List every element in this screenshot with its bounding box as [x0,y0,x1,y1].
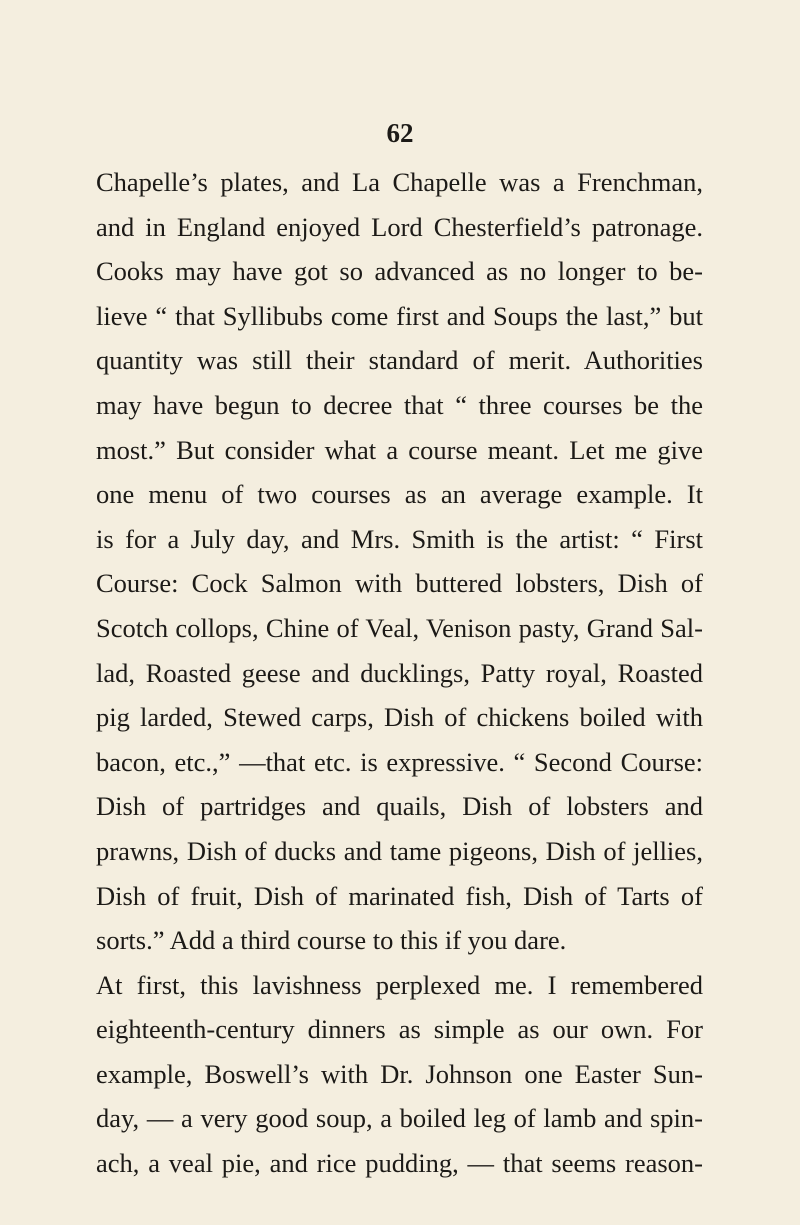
text-line: is for a July day, and Mrs. Smith is the artist: “ First [96,523,703,554]
text-line: Course: Cock Salmon with buttered lobsters, Dish of [96,568,703,599]
text-line: ach, a veal pie, and rice pudding, — that seems reason- [96,1148,703,1179]
text-line: Cooks may have got so advanced as no longer to be- [96,256,703,287]
text-line: day, — a very good soup, a boiled leg of lamb and spin- [96,1103,703,1134]
text-line: Scotch collops, Chine of Veal, Venison pasty, Grand Sal- [96,612,703,643]
text-line: Dish of fruit, Dish of marinated fish, Dish of Tarts of [96,880,703,911]
text-line: eighteenth-century dinners as simple as our own. For [96,1014,703,1045]
text-line: At first, this lavishness perplexed me. I remembered [96,969,703,1000]
text-line: bacon, etc.,” —that etc. is expressive. “ Second Course: [96,746,703,777]
text-line: most.” But consider what a course meant. Let me give [96,434,703,465]
text-line: Dish of partridges and quails, Dish of lobsters and [96,791,703,822]
text-line: may have begun to decree that “ three courses be the [96,389,703,420]
text-line: one menu of two courses as an average example. It [96,479,703,510]
text-line: example, Boswell’s with Dr. Johnson one Easter Sun- [96,1058,703,1089]
text-line: quantity was still their standard of merit. Authorities [96,345,703,376]
text-line: Chapelle’s plates, and La Chapelle was a Frenchman, [96,167,703,197]
text-line: lieve “ that Syllibubs come first and Soups the last,” but [96,300,703,331]
text-line: pig larded, Stewed carps, Dish of chickens boiled with [96,702,703,733]
text-line: prawns, Dish of ducks and tame pigeons, Dish of jellies, [96,835,703,866]
text-line: and in England enjoyed Lord Chesterfield’s patronage. [96,211,703,242]
body-text [96,160,703,1186]
page-number: 62 [386,118,414,148]
text-line: lad, Roasted geese and ducklings, Patty royal, Roasted [96,657,703,688]
text-line: sorts.” Add a third course to this if you dare. [96,925,567,956]
